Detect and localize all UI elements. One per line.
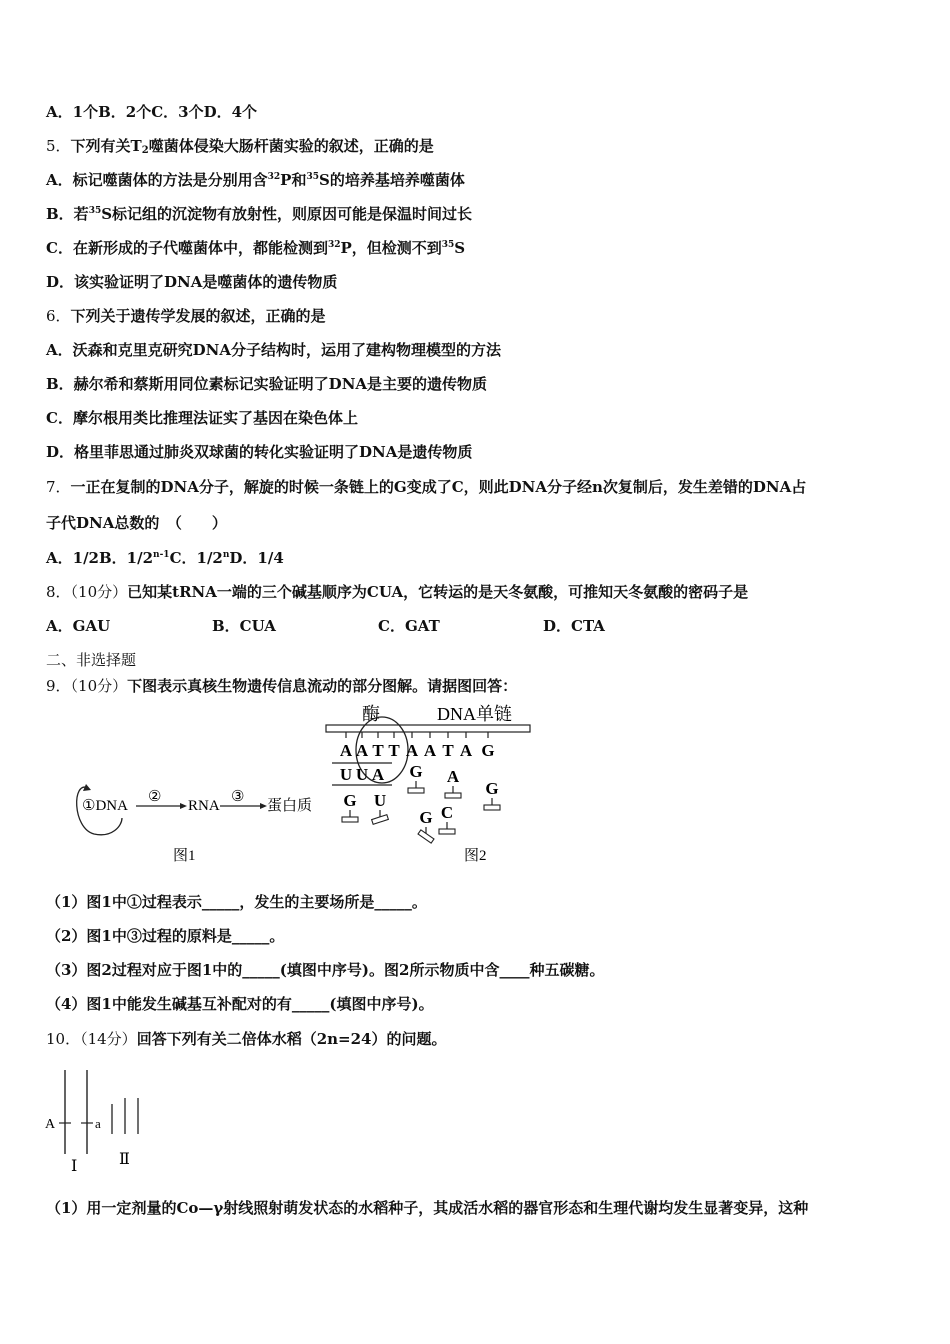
sup: 35 (88, 206, 102, 216)
sup: n-1 (153, 550, 170, 560)
q10-stem-text: 回答下列有关二倍体水稻（2n=24）的问题。 (136, 1030, 447, 1048)
dna-base-letter: T (372, 741, 384, 760)
q6-stem (46, 306, 326, 326)
dna-base-letter: T (442, 741, 454, 760)
figure-1 (77, 784, 312, 864)
q5-option-d: D．该实验证明了DNA是噬菌体的遗传物质 (46, 273, 338, 291)
free-nucleotide-sugar (445, 793, 461, 798)
q7-options (46, 548, 284, 568)
fig1-step2-label: ② (148, 789, 162, 805)
free-nucleotide-sugar (484, 805, 500, 810)
q5-number: 5． (46, 137, 71, 155)
q9-sub2: （2）图1中③过程的原料是_____。 (46, 927, 285, 945)
q8-option-b: B．CUA (212, 617, 276, 635)
q9-score: （10分） (70, 677, 128, 695)
rna-bases (332, 765, 392, 785)
q10-sub1: （1）用一定剂量的Co—γ射线照射萌发状态的水稻种子，其成活水稻的器官形态和生理代谢均发生显著变异，这种 (46, 1199, 809, 1217)
dna-single-strand (326, 725, 530, 732)
allele-A-label: A (45, 1117, 56, 1132)
q9-number: 9． (46, 677, 71, 695)
dna-base-letter: A (355, 741, 369, 760)
rna-base-letter: A (371, 765, 385, 784)
sup: 32 (327, 240, 341, 250)
q9-sub1: （1）图1中①过程表示_____，发生的主要场所是_____。 (46, 893, 427, 911)
sup: 35 (441, 240, 455, 250)
text: C．在新形成的子代噬菌体中，都能检测到 (46, 239, 328, 257)
rna-base-letter: U (339, 765, 353, 784)
fig2-caption: 图2 (464, 848, 487, 864)
figure-2 (326, 704, 530, 864)
free-nucleotide-sugar (342, 817, 358, 822)
free-nucleotide-letter: G (409, 762, 423, 781)
text: P和 (280, 171, 307, 189)
dna-base-letter: A (405, 741, 419, 760)
q8-option-d: D．CTA (543, 617, 605, 635)
q5-option-b (46, 204, 472, 224)
q10-stem (46, 1029, 446, 1049)
q7-number: 7． (46, 478, 71, 496)
dna-bases (340, 732, 495, 760)
fig1-protein: 蛋白质 (267, 798, 313, 814)
free-nucleotide-letter: A (446, 767, 460, 786)
free-nucleotide-sugar (408, 788, 424, 793)
rna-base-letter: U (355, 765, 369, 784)
fig2-strand-label: DNA单链 (437, 704, 512, 724)
dna-base-letter: A (339, 741, 353, 760)
text: S (454, 239, 466, 257)
q9-stem (46, 676, 517, 696)
fig1-rna: RNA (188, 798, 220, 814)
q4-options: A．1个B．2个C．3个D．4个 (46, 103, 258, 121)
fig1-step1-dna: ①DNA (82, 798, 128, 814)
q8-option-a: A．GAU (46, 617, 111, 635)
fig1-caption: 图1 (173, 848, 196, 864)
q5-stem-part: 下列有关T (70, 137, 142, 155)
free-nucleotide-letter: C (440, 803, 454, 822)
section-heading: 二、非选择题 (46, 651, 137, 669)
free-nucleotide-letter: G (419, 808, 433, 827)
q6-stem-text: 下列关于遗传学发展的叙述，正确的是 (70, 307, 326, 325)
q5-option-c (46, 238, 465, 258)
q7-stem-line1 (46, 477, 806, 497)
fig1-step3-label: ③ (231, 789, 245, 805)
q10-score: （14分） (80, 1030, 137, 1048)
q6-option-b: B．赫尔希和蔡斯用同位素标记实验证明了DNA是主要的遗传物质 (46, 375, 488, 393)
label-I: Ⅰ (71, 1158, 78, 1175)
dna-base-letter: A (423, 741, 437, 760)
text: A．标记噬菌体的方法是分别用含 (46, 171, 268, 189)
q6-option-a: A．沃森和克里克研究DNA分子结构时，运用了建构物理模型的方法 (46, 341, 501, 359)
free-nucleotide-letter: G (485, 779, 499, 798)
q9-sub4: （4）图1中能发生碱基互补配对的有_____(填图中序号)。 (46, 995, 434, 1013)
q10-number: 10． (46, 1030, 81, 1048)
q8-score: （10分） (70, 583, 128, 601)
q6-number: 6． (46, 307, 71, 325)
dna-base-letter: T (388, 741, 400, 760)
text: D．1/4 (229, 549, 284, 567)
q6-option-c: C．摩尔根用类比推理法证实了基因在染色体上 (46, 409, 358, 427)
q5-stem-subscript: 2 (141, 145, 149, 156)
text: P，但检测不到 (340, 239, 442, 257)
dna-base-letter: A (459, 741, 473, 760)
dna-base-letter: G (481, 741, 495, 760)
sup: n (222, 550, 230, 560)
q8-stem-text: 已知某tRNA一端的三个碱基顺序为CUA，它转运的是天冬氨酸，可推知天冬氨酸的密码子是 (127, 583, 749, 601)
free-nucleotide-sugar (439, 829, 455, 834)
q7-stem-line2: 子代DNA总数的 （ ） (46, 514, 227, 532)
text: S标记组的沉淀物有放射性，则原因可能是保温时间过长 (101, 205, 473, 223)
q10-chromosome-figure (40, 1062, 170, 1177)
q5-stem (46, 136, 434, 156)
free-nucleotide-letter: G (343, 791, 357, 810)
fig2-enzyme-label: 酶 (362, 704, 380, 724)
arrow-head (260, 803, 267, 809)
allele-a-label: a (95, 1116, 101, 1131)
q9-sub3: （3）图2过程对应于图1中的_____(填图中序号)。图2所示物质中含____种五碳糖。 (46, 961, 605, 979)
q9-stem-text: 下图表示真核生物遗传信息流动的部分图解。请据图回答： (127, 677, 518, 695)
q7-stem-text: 一正在复制的DNA分子，解旋的时候一条链上的G变成了C，则此DNA分子经n次复制后，发生差错的DNA占 (70, 478, 807, 496)
q5-stem-part: 噬菌体侵染大肠杆菌实验的叙述，正确的是 (148, 137, 434, 155)
sup: 35 (306, 172, 319, 182)
text: S的培养基培养噬菌体 (318, 171, 465, 189)
sup: 32 (267, 172, 281, 182)
q5-option-a (46, 170, 465, 190)
q6-option-d: D．格里菲思通过肺炎双球菌的转化实验证明了DNA是遗传物质 (46, 443, 473, 461)
arrow-head (180, 803, 187, 809)
q8-number: 8． (46, 583, 71, 601)
q8-stem (46, 582, 748, 602)
text: A．1/2B．1/2 (46, 549, 154, 567)
q9-figures (60, 700, 540, 875)
text: B．若 (46, 205, 89, 223)
label-II: Ⅱ (119, 1151, 130, 1168)
q8-option-c: C．GAT (378, 617, 440, 635)
text: C．1/2 (169, 549, 223, 567)
free-nucleotide-letter: U (373, 791, 387, 810)
